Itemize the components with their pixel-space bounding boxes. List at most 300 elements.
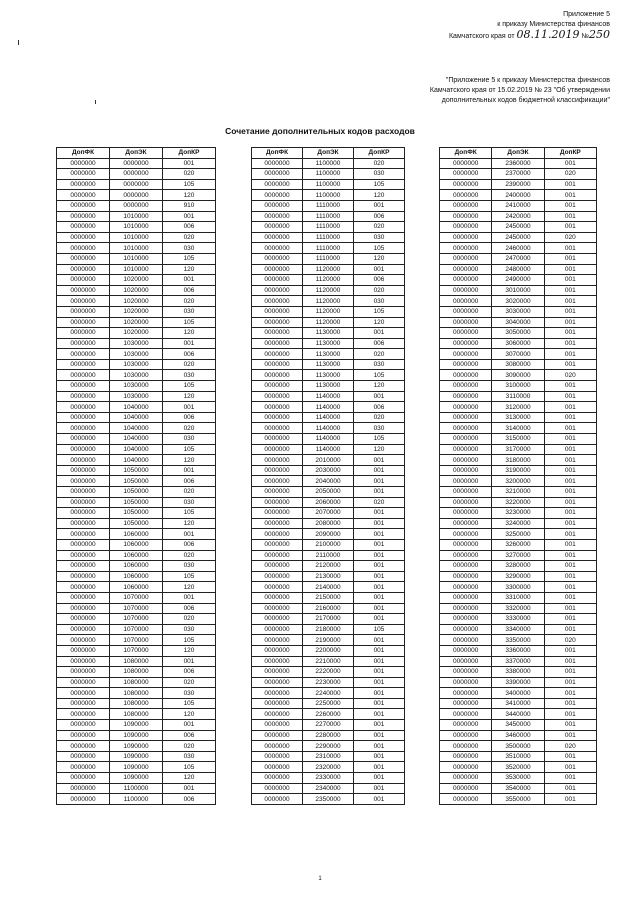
dop-fk-cell: 0000000 — [440, 773, 492, 784]
dop-kr-cell: 001 — [354, 635, 405, 646]
dop-kr-cell: 020 — [163, 359, 216, 370]
dop-kr-cell: 001 — [354, 614, 405, 625]
dop-fk-cell: 0000000 — [440, 762, 492, 773]
dop-ek-cell: 1060000 — [110, 529, 163, 540]
table-row — [57, 688, 216, 699]
dop-kr-cell: 006 — [163, 667, 216, 678]
table-row — [252, 497, 405, 508]
table-row — [252, 317, 405, 328]
table-row — [57, 518, 216, 529]
table-header-row — [57, 148, 216, 159]
dop-kr-cell: 120 — [163, 709, 216, 720]
dop-fk-cell: 0000000 — [252, 709, 303, 720]
dop-ek-cell: 1100000 — [303, 169, 354, 180]
table-row — [57, 571, 216, 582]
dop-kr-cell: 020 — [354, 158, 405, 169]
dop-fk-cell: 0000000 — [57, 762, 110, 773]
dop-kr-cell: 001 — [354, 741, 405, 752]
dop-fk-cell: 0000000 — [57, 741, 110, 752]
column-header: ДопКР — [163, 148, 216, 159]
dop-ek-cell: 3130000 — [492, 412, 544, 423]
order-number: 250 — [589, 28, 610, 41]
dop-fk-cell: 0000000 — [57, 285, 110, 296]
table-row — [252, 222, 405, 233]
dop-ek-cell: 1020000 — [110, 296, 163, 307]
dop-kr-cell: 020 — [544, 370, 596, 381]
table-row — [440, 582, 597, 593]
dop-kr-cell: 001 — [544, 561, 596, 572]
table-row — [57, 677, 216, 688]
dop-kr-cell: 001 — [544, 328, 596, 339]
table-row — [440, 328, 597, 339]
table-row — [252, 200, 405, 211]
dop-ek-cell: 1100000 — [303, 190, 354, 201]
dop-fk-cell: 0000000 — [252, 592, 303, 603]
dop-kr-cell: 030 — [163, 370, 216, 381]
table-row — [252, 635, 405, 646]
dop-fk-cell: 0000000 — [252, 158, 303, 169]
appendix-label: Приложение 5 — [563, 11, 610, 18]
table-row — [252, 539, 405, 550]
dop-fk-cell: 0000000 — [440, 455, 492, 466]
dop-fk-cell: 0000000 — [440, 200, 492, 211]
dop-fk-cell: 0000000 — [440, 550, 492, 561]
dop-fk-cell: 0000000 — [252, 582, 303, 593]
dop-fk-cell: 0000000 — [57, 677, 110, 688]
dop-fk-cell: 0000000 — [440, 317, 492, 328]
dop-fk-cell: 0000000 — [440, 539, 492, 550]
dop-fk-cell: 0000000 — [57, 455, 110, 466]
dop-kr-cell: 020 — [163, 232, 216, 243]
dop-fk-cell: 0000000 — [440, 169, 492, 180]
dop-ek-cell: 3450000 — [492, 720, 544, 731]
table-row — [252, 381, 405, 392]
dop-kr-cell: 001 — [544, 158, 596, 169]
table-row — [252, 741, 405, 752]
table-row — [57, 338, 216, 349]
dop-ek-cell: 1110000 — [303, 200, 354, 211]
dop-ek-cell: 2370000 — [492, 169, 544, 180]
document-title: Сочетание дополнительных кодов расходов — [225, 126, 415, 136]
table-row — [57, 434, 216, 445]
dop-fk-cell: 0000000 — [252, 550, 303, 561]
dop-fk-cell: 0000000 — [57, 783, 110, 794]
table-row — [57, 698, 216, 709]
dop-kr-cell: 001 — [544, 476, 596, 487]
dop-kr-cell: 001 — [544, 539, 596, 550]
dop-ek-cell: 2250000 — [303, 698, 354, 709]
table-row — [57, 328, 216, 339]
dop-ek-cell: 1130000 — [303, 338, 354, 349]
dop-ek-cell: 1050000 — [110, 465, 163, 476]
dop-kr-cell: 001 — [354, 720, 405, 731]
page-number: 1 — [318, 876, 322, 882]
dop-ek-cell: 1120000 — [303, 285, 354, 296]
dop-kr-cell: 020 — [354, 222, 405, 233]
dop-fk-cell: 0000000 — [252, 487, 303, 498]
table-row — [57, 391, 216, 402]
dop-fk-cell: 0000000 — [252, 402, 303, 413]
table-row — [440, 285, 597, 296]
dop-fk-cell: 0000000 — [440, 730, 492, 741]
dop-ek-cell: 2060000 — [303, 497, 354, 508]
table-row — [252, 582, 405, 593]
dop-fk-cell: 0000000 — [57, 709, 110, 720]
dop-fk-cell: 0000000 — [57, 412, 110, 423]
table-row — [252, 518, 405, 529]
dop-ek-cell: 1140000 — [303, 391, 354, 402]
dop-fk-cell: 0000000 — [57, 614, 110, 625]
dop-kr-cell: 001 — [354, 677, 405, 688]
table-row — [57, 508, 216, 519]
table-row — [252, 645, 405, 656]
dop-kr-cell: 001 — [544, 571, 596, 582]
dop-ek-cell: 3320000 — [492, 603, 544, 614]
dop-ek-cell: 3060000 — [492, 338, 544, 349]
dop-ek-cell: 1010000 — [110, 222, 163, 233]
table-row — [440, 730, 597, 741]
dop-ek-cell: 3140000 — [492, 423, 544, 434]
dop-fk-cell: 0000000 — [252, 306, 303, 317]
dop-ek-cell: 1100000 — [110, 783, 163, 794]
dop-ek-cell: 2460000 — [492, 243, 544, 254]
table-row — [440, 508, 597, 519]
dop-fk-cell: 0000000 — [440, 285, 492, 296]
dop-ek-cell: 1040000 — [110, 412, 163, 423]
table-row — [252, 455, 405, 466]
dop-kr-cell: 001 — [354, 539, 405, 550]
dop-kr-cell: 001 — [544, 264, 596, 275]
dop-fk-cell: 0000000 — [252, 773, 303, 784]
dop-fk-cell: 0000000 — [57, 487, 110, 498]
dop-ek-cell: 2240000 — [303, 688, 354, 699]
dop-fk-cell: 0000000 — [57, 539, 110, 550]
dop-fk-cell: 0000000 — [252, 381, 303, 392]
dop-ek-cell: 3280000 — [492, 561, 544, 572]
dop-kr-cell: 001 — [544, 222, 596, 233]
table-row — [440, 497, 597, 508]
table-row — [440, 550, 597, 561]
dop-kr-cell: 006 — [354, 275, 405, 286]
dop-ek-cell: 3180000 — [492, 455, 544, 466]
dop-fk-cell: 0000000 — [252, 285, 303, 296]
dop-fk-cell: 0000000 — [252, 476, 303, 487]
dop-kr-cell: 001 — [544, 582, 596, 593]
table-row — [440, 190, 597, 201]
dop-fk-cell: 0000000 — [440, 603, 492, 614]
dop-fk-cell: 0000000 — [440, 635, 492, 646]
dop-ek-cell: 1010000 — [110, 243, 163, 254]
dop-kr-cell: 120 — [163, 264, 216, 275]
table-row — [440, 762, 597, 773]
dop-kr-cell: 001 — [354, 518, 405, 529]
table-row — [252, 434, 405, 445]
dop-ek-cell: 2290000 — [303, 741, 354, 752]
dop-kr-cell: 001 — [354, 328, 405, 339]
dop-fk-cell: 0000000 — [252, 190, 303, 201]
dop-ek-cell: 1020000 — [110, 328, 163, 339]
dop-kr-cell: 001 — [544, 317, 596, 328]
dop-ek-cell: 3520000 — [492, 762, 544, 773]
dop-ek-cell: 1040000 — [110, 444, 163, 455]
dop-kr-cell: 020 — [163, 614, 216, 625]
dop-ek-cell: 1080000 — [110, 688, 163, 699]
dop-fk-cell: 0000000 — [252, 751, 303, 762]
dop-kr-cell: 001 — [163, 275, 216, 286]
dop-fk-cell: 0000000 — [440, 487, 492, 498]
table-row — [57, 529, 216, 540]
dop-kr-cell: 006 — [354, 402, 405, 413]
dop-ek-cell: 3530000 — [492, 773, 544, 784]
dop-fk-cell: 0000000 — [440, 751, 492, 762]
dop-fk-cell: 0000000 — [252, 561, 303, 572]
dop-kr-cell: 001 — [354, 592, 405, 603]
dop-kr-cell: 001 — [544, 190, 596, 201]
dop-fk-cell: 0000000 — [57, 296, 110, 307]
dop-kr-cell: 001 — [354, 656, 405, 667]
dop-kr-cell: 006 — [163, 603, 216, 614]
dop-kr-cell: 001 — [354, 603, 405, 614]
dop-ek-cell: 2480000 — [492, 264, 544, 275]
table-row — [57, 539, 216, 550]
dop-kr-cell: 910 — [163, 200, 216, 211]
dop-fk-cell: 0000000 — [252, 667, 303, 678]
table-row — [252, 253, 405, 264]
table-row — [440, 455, 597, 466]
table-row — [57, 561, 216, 572]
dop-fk-cell: 0000000 — [252, 614, 303, 625]
dop-ek-cell: 1060000 — [110, 550, 163, 561]
dop-kr-cell: 001 — [544, 688, 596, 699]
dop-ek-cell: 2220000 — [303, 667, 354, 678]
order-date-line — [449, 30, 610, 42]
dop-kr-cell: 006 — [354, 338, 405, 349]
table-row — [57, 243, 216, 254]
dop-fk-cell: 0000000 — [57, 317, 110, 328]
dop-ek-cell: 1020000 — [110, 317, 163, 328]
dop-ek-cell: 1110000 — [303, 232, 354, 243]
dop-ek-cell: 3190000 — [492, 465, 544, 476]
dop-kr-cell: 120 — [354, 381, 405, 392]
dop-fk-cell: 0000000 — [440, 497, 492, 508]
dop-ek-cell: 2280000 — [303, 730, 354, 741]
dop-ek-cell: 3500000 — [492, 741, 544, 752]
dop-fk-cell: 0000000 — [57, 656, 110, 667]
dop-fk-cell: 0000000 — [252, 434, 303, 445]
dop-fk-cell: 0000000 — [252, 317, 303, 328]
order-number-label: № — [581, 33, 589, 40]
dop-fk-cell: 0000000 — [440, 402, 492, 413]
dop-ek-cell: 1140000 — [303, 412, 354, 423]
dop-kr-cell: 001 — [354, 200, 405, 211]
dop-kr-cell: 006 — [163, 412, 216, 423]
dop-ek-cell: 1130000 — [303, 370, 354, 381]
table-row — [57, 402, 216, 413]
table-row — [57, 285, 216, 296]
dop-ek-cell: 3010000 — [492, 285, 544, 296]
dop-fk-cell: 0000000 — [440, 434, 492, 445]
dop-ek-cell: 2390000 — [492, 179, 544, 190]
table-row — [57, 550, 216, 561]
table-row — [440, 773, 597, 784]
table-row — [57, 624, 216, 635]
dop-kr-cell: 030 — [354, 359, 405, 370]
table-row — [57, 253, 216, 264]
dop-ek-cell: 3410000 — [492, 698, 544, 709]
table-row — [440, 412, 597, 423]
dop-kr-cell: 001 — [544, 698, 596, 709]
dop-kr-cell: 001 — [544, 603, 596, 614]
dop-ek-cell: 1120000 — [303, 317, 354, 328]
dop-kr-cell: 001 — [544, 179, 596, 190]
dop-fk-cell: 0000000 — [440, 794, 492, 805]
table-row — [57, 783, 216, 794]
dop-fk-cell: 0000000 — [57, 518, 110, 529]
dop-ek-cell: 2340000 — [303, 783, 354, 794]
table-row — [57, 487, 216, 498]
table-row — [440, 200, 597, 211]
dop-kr-cell: 001 — [163, 211, 216, 222]
dop-fk-cell: 0000000 — [440, 476, 492, 487]
dop-ek-cell: 3230000 — [492, 508, 544, 519]
table-row — [252, 169, 405, 180]
dop-fk-cell: 0000000 — [252, 508, 303, 519]
table-row — [440, 720, 597, 731]
table-row — [440, 317, 597, 328]
dop-kr-cell: 001 — [544, 667, 596, 678]
dop-fk-cell: 0000000 — [440, 222, 492, 233]
dop-ek-cell: 2210000 — [303, 656, 354, 667]
dop-kr-cell: 105 — [163, 381, 216, 392]
dop-ek-cell: 2320000 — [303, 762, 354, 773]
table-row — [252, 349, 405, 360]
dop-fk-cell: 0000000 — [440, 571, 492, 582]
dop-fk-cell: 0000000 — [440, 190, 492, 201]
dop-ek-cell: 3020000 — [492, 296, 544, 307]
dop-fk-cell: 0000000 — [440, 688, 492, 699]
dop-kr-cell: 020 — [544, 169, 596, 180]
dop-ek-cell: 1030000 — [110, 338, 163, 349]
dop-ek-cell: 0000000 — [110, 200, 163, 211]
dop-kr-cell: 001 — [354, 698, 405, 709]
dop-ek-cell: 1070000 — [110, 592, 163, 603]
dop-kr-cell: 001 — [354, 455, 405, 466]
dop-fk-cell: 0000000 — [252, 296, 303, 307]
dop-ek-cell: 2350000 — [303, 794, 354, 805]
dop-ek-cell: 2030000 — [303, 465, 354, 476]
dop-kr-cell: 001 — [544, 645, 596, 656]
dop-ek-cell: 1050000 — [110, 487, 163, 498]
dop-ek-cell: 3350000 — [492, 635, 544, 646]
dop-fk-cell: 0000000 — [57, 645, 110, 656]
dop-fk-cell: 0000000 — [57, 667, 110, 678]
dop-ek-cell: 2070000 — [303, 508, 354, 519]
dop-ek-cell: 3210000 — [492, 487, 544, 498]
dop-fk-cell: 0000000 — [440, 232, 492, 243]
table-row — [57, 169, 216, 180]
table-row — [57, 211, 216, 222]
dop-kr-cell: 001 — [544, 423, 596, 434]
table-row — [440, 741, 597, 752]
dop-fk-cell: 0000000 — [252, 349, 303, 360]
dop-ek-cell: 1040000 — [110, 434, 163, 445]
table-row — [252, 359, 405, 370]
dop-fk-cell: 0000000 — [252, 391, 303, 402]
table-row — [252, 794, 405, 805]
table-row — [440, 561, 597, 572]
dop-fk-cell: 0000000 — [252, 211, 303, 222]
dop-kr-cell: 001 — [544, 359, 596, 370]
dop-fk-cell: 0000000 — [57, 773, 110, 784]
table-row — [440, 698, 597, 709]
table-row — [440, 656, 597, 667]
dop-kr-cell: 001 — [354, 730, 405, 741]
table-row — [57, 773, 216, 784]
dop-kr-cell: 020 — [163, 550, 216, 561]
dop-ek-cell: 1070000 — [110, 645, 163, 656]
dop-ek-cell: 1020000 — [110, 285, 163, 296]
dop-kr-cell: 006 — [163, 285, 216, 296]
table-row — [57, 381, 216, 392]
dop-fk-cell: 0000000 — [57, 349, 110, 360]
dop-kr-cell: 030 — [163, 688, 216, 699]
dop-fk-cell: 0000000 — [440, 412, 492, 423]
dop-ek-cell: 3080000 — [492, 359, 544, 370]
dop-ek-cell: 2410000 — [492, 200, 544, 211]
dop-kr-cell: 001 — [544, 762, 596, 773]
dop-kr-cell: 030 — [354, 232, 405, 243]
dop-kr-cell: 001 — [354, 529, 405, 540]
dop-fk-cell: 0000000 — [252, 465, 303, 476]
dop-fk-cell: 0000000 — [440, 508, 492, 519]
table-row — [57, 423, 216, 434]
dop-kr-cell: 120 — [354, 190, 405, 201]
dop-kr-cell: 001 — [544, 349, 596, 360]
dop-ek-cell: 3380000 — [492, 667, 544, 678]
dop-ek-cell: 1140000 — [303, 444, 354, 455]
table-row — [440, 179, 597, 190]
dop-ek-cell: 1120000 — [303, 264, 354, 275]
dop-kr-cell: 020 — [544, 635, 596, 646]
dop-ek-cell: 0000000 — [110, 169, 163, 180]
dop-kr-cell: 001 — [544, 402, 596, 413]
table-row — [440, 709, 597, 720]
dop-ek-cell: 1140000 — [303, 402, 354, 413]
dop-ek-cell: 1070000 — [110, 624, 163, 635]
dop-ek-cell: 3030000 — [492, 306, 544, 317]
dop-kr-cell: 001 — [163, 465, 216, 476]
dop-ek-cell: 3120000 — [492, 402, 544, 413]
dop-kr-cell: 020 — [544, 741, 596, 752]
dop-kr-cell: 020 — [354, 412, 405, 423]
dop-ek-cell: 3260000 — [492, 539, 544, 550]
dop-fk-cell: 0000000 — [440, 296, 492, 307]
dop-kr-cell: 020 — [163, 423, 216, 434]
dop-fk-cell: 0000000 — [252, 328, 303, 339]
table-row — [440, 232, 597, 243]
dop-kr-cell: 001 — [354, 794, 405, 805]
table-row — [440, 465, 597, 476]
dop-kr-cell: 105 — [354, 624, 405, 635]
column-header: ДопКР — [544, 148, 596, 159]
dop-ek-cell: 1080000 — [110, 677, 163, 688]
dop-kr-cell: 001 — [544, 338, 596, 349]
dop-ek-cell: 1130000 — [303, 349, 354, 360]
dop-kr-cell: 020 — [163, 487, 216, 498]
column-header: ДопЭК — [110, 148, 163, 159]
dop-ek-cell: 1060000 — [110, 571, 163, 582]
dop-fk-cell: 0000000 — [252, 677, 303, 688]
